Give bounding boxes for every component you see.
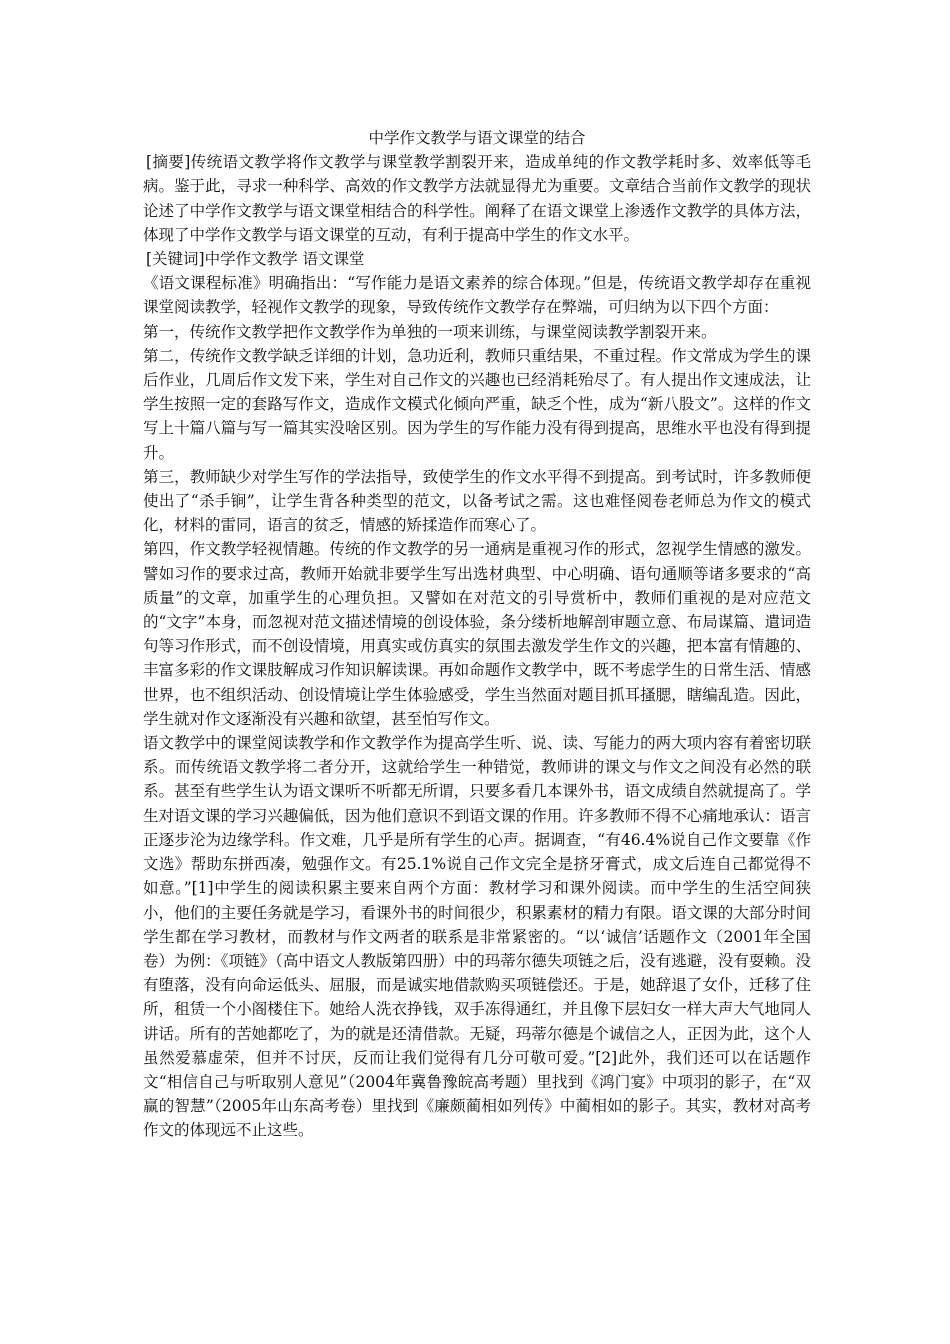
body-paragraph: 第二，传统作文教学缺乏详细的计划，急功近利，教师只重结果，不重过程。作文常成为学生的课后作业，几周后作文发下来，学生对自己作文的兴趣也已经消耗殆尽了。有人提出作文速成法，让学生按照一定的套路写作文，造成作文模式化倾向严重，缺乏个性，成为“新八股文”。这样的作文写上十篇八篇与写一篇其实没啥区别。因为学生的写作能力没有得到提高，思维水平也没有得到提升。	[143, 346, 811, 462]
document-title: 中学作文教学与语文课堂的结合	[368, 129, 586, 147]
abstract-paragraph: [摘要]传统语文教学将作文教学与课堂教学割裂开来，造成单纯的作文教学耗时多、效率低等毛病。鉴于此，寻求一种科学、高效的作文教学方法就显得尤为重要。文章结合当前作文教学的现状论述了中学作文教学与语文课堂相结合的科学性。阐释了在语文课堂上渗透作文教学的具体方法，体现了中学作文教学与语文课堂的互动，有利于提高中学生的作文水平。	[143, 153, 811, 244]
document-page	[143, 126, 811, 1143]
body-paragraph: 第一，传统作文教学把作文教学作为单独的一项来训练，与课堂阅读教学割裂开来。	[143, 322, 717, 341]
keywords-line: [关键词]中学作文教学 语文课堂	[146, 250, 365, 269]
body-paragraph: 第四，作文教学轻视情趣。传统的作文教学的另一通病是重视习作的形式，忽视学生情感的激发。譬如习作的要求过高，教师开始就非要学生写出选材典型、中心明确、语句通顺等诸多要求的“高质量”的文章，加重学生的心理负担。又譬如在对范文的引导赏析中，教师们重视的是对应范文的“文字”本身，而忽视对范文描述情境的创设体验，条分缕析地解剖审题立意、布局谋篇、遣词造句等习作形式，而不创设情境，用真实或仿真实的氛围去激发学生作文的兴趣，把本富有情趣的、丰富多彩的作文课肢解成习作知识解读课。再如命题作文教学中，既不考虑学生的日常生活、情感世界，也不组织活动、创设情境让学生体验感受，学生当然面对题目抓耳搔腮，瞎编乱造。因此，学生就对作文逐渐没有兴趣和欲望，甚至怕写作文。	[143, 540, 811, 728]
body-paragraph: 《语文课程标准》明确指出：“写作能力是语文素养的综合体现。”但是，传统语文教学却存在重视课堂阅读教学，轻视作文教学的现象，导致传统作文教学存在弊端，可归纳为以下四个方面：	[143, 274, 811, 317]
body-paragraph: 语文教学中的课堂阅读教学和作文教学作为提高学生听、说、读、写能力的两大项内容有着密切联系。而传统语文教学将二者分开，这就给学生一种错觉，教师讲的课文与作文之间没有必然的联系。甚至有些学生认为语文课听不听都无所谓，只要多看几本课外书，语文成绩自然就提高了。学生对语文课的学习兴趣偏低，因为他们意识不到语文课的作用。许多教师不得不心痛地承认：语言正逐步沦为边缘学科。作文难，几乎是所有学生的心声。据调查，“有46.4%说自己作文要靠《作文选》帮助东拼西凑，勉强作文。有25.1%说自己作文完全是挤牙膏式，成文后连自己都觉得不如意。”[1]中学生的阅读积累主要来自两个方面：教材学习和课外阅读。而中学生的生活空间狭小，他们的主要任务就是学习，看课外书的时间很少，积累素材的精力有限。语文课的大部分时间学生都在学习教材，而教材与作文两者的联系是非常紧密的。“以‘诚信’话题作文（2001年全国卷）为例：《项链》（高中语文人教版第四册）中的玛蒂尔德失项链之后，没有逃避，没有耍赖。没有堕落，没有向命运低头、屈服，而是诚实地借款购买项链偿还。于是，她辞退了女仆，迁移了住所，租赁一个小阁楼住下。她给人洗衣挣钱，双手冻得通红，并且像下层妇女一样大声大气地同人讲话。所有的苦她都吃了，为的就是还清借款。无疑，玛蒂尔德是个诚信之人，正因为此，这个人虽然爱慕虚荣，但并不讨厌，反而让我们觉得有几分可敬可爱。”[2]此外，我们还可以在话题作文“相信自己与听取别人意见”（2004年冀鲁豫皖高考题）里找到《鸿门宴》中项羽的影子，在“双赢的智慧”（2005年山东高考卷）里找到《廉颇蔺相如列传》中蔺相如的影子。其实，教材对高考作文的体现远不止这些。	[143, 734, 811, 1140]
body-paragraph: 第三，教师缺少对学生写作的学法指导，致使学生的作文水平得不到提高。到考试时，许多教师便使出了“杀手锏”，让学生背各种类型的范文，以备考试之需。这也难怪阅卷老师总为作文的模式化，材料的雷同，语言的贫乏，情感的矫揉造作而寒心了。	[143, 467, 811, 535]
